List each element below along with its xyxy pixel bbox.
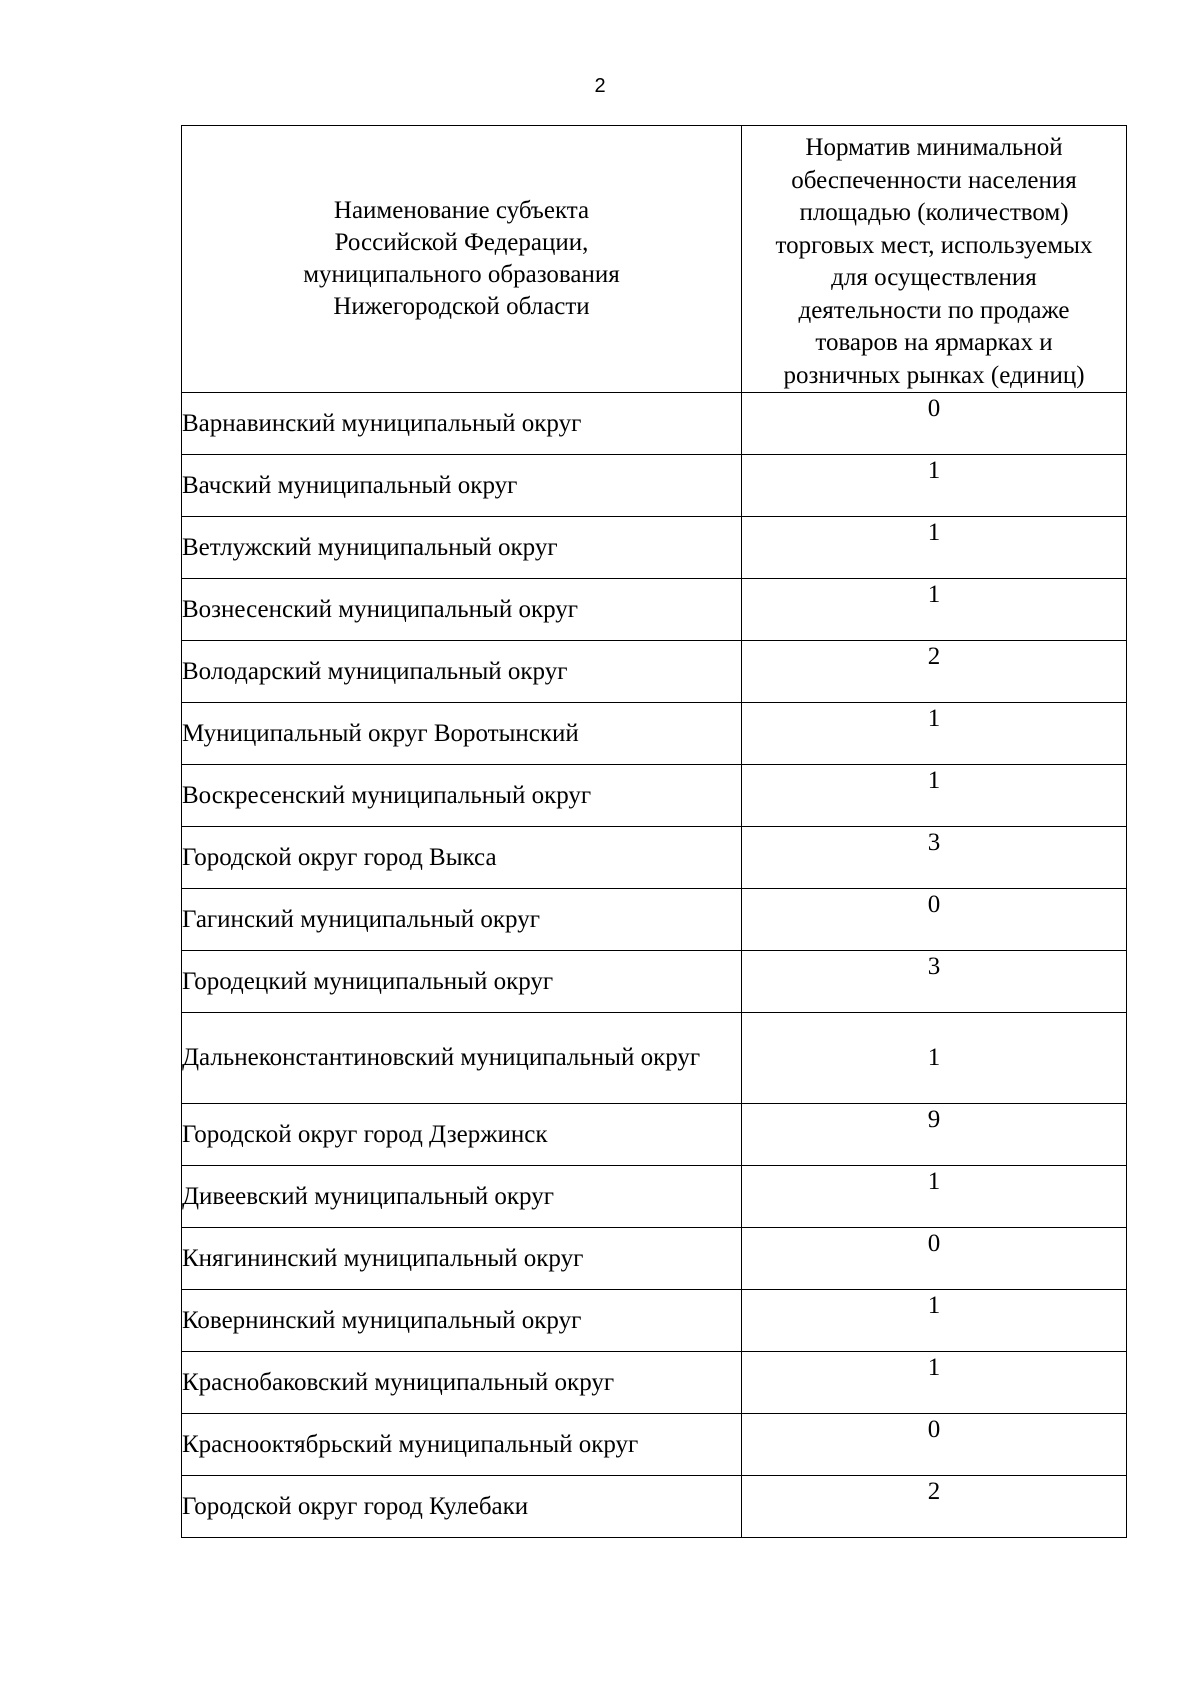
table-row xyxy=(182,1352,1127,1414)
header-value-line: деятельности по продаже xyxy=(798,296,1070,324)
norm-value: 1 xyxy=(742,765,1127,827)
norm-value: 3 xyxy=(742,951,1127,1013)
municipality-name: Вознесенский муниципальный округ xyxy=(182,579,742,641)
norm-value: 1 xyxy=(742,1166,1127,1228)
municipality-name: Муниципальный округ Воротынский xyxy=(182,703,742,765)
norm-value: 1 xyxy=(742,1290,1127,1352)
header-name-line: Российской Федерации, xyxy=(334,229,589,256)
municipality-name: Дивеевский муниципальный округ xyxy=(182,1166,742,1228)
municipality-name: Варнавинский муниципальный округ xyxy=(182,393,742,455)
municipality-name: Городской округ город Выкса xyxy=(182,827,742,889)
table-row xyxy=(182,393,1127,455)
norm-value: 1 xyxy=(742,455,1127,517)
municipality-name: Княгининский муниципальный округ xyxy=(182,1228,742,1290)
table-header-row xyxy=(182,126,1127,393)
table-row xyxy=(182,517,1127,579)
municipality-name: Ветлужский муниципальный округ xyxy=(182,517,742,579)
header-name-column xyxy=(182,126,742,393)
norm-value: 1 xyxy=(742,517,1127,579)
table-row xyxy=(182,827,1127,889)
header-value-line: розничных рынках (единиц) xyxy=(783,361,1085,389)
table-row xyxy=(182,1166,1127,1228)
municipality-name: Ковернинский муниципальный округ xyxy=(182,1290,742,1352)
table-row xyxy=(182,579,1127,641)
municipality-name: Краснооктябрьский муниципальный округ xyxy=(182,1414,742,1476)
table-row xyxy=(182,1228,1127,1290)
norm-value: 0 xyxy=(742,1228,1127,1290)
municipality-name: Вачский муниципальный округ xyxy=(182,455,742,517)
norm-value: 1 xyxy=(742,579,1127,641)
page-number: 2 xyxy=(594,75,606,97)
table-row xyxy=(182,1013,1127,1104)
municipality-name: Володарский муниципальный округ xyxy=(182,641,742,703)
table-row xyxy=(182,1104,1127,1166)
norm-value: 0 xyxy=(742,393,1127,455)
municipality-name: Краснобаковский муниципальный округ xyxy=(182,1352,742,1414)
municipality-name: Городецкий муниципальный округ xyxy=(182,951,742,1013)
table-row xyxy=(182,455,1127,517)
norm-value: 1 xyxy=(742,1013,1127,1104)
norm-value: 9 xyxy=(742,1104,1127,1166)
table-row xyxy=(182,1476,1127,1538)
header-value-line: для осуществления xyxy=(831,264,1037,291)
norm-value: 3 xyxy=(742,827,1127,889)
norm-value: 2 xyxy=(742,641,1127,703)
norm-value: 2 xyxy=(742,1476,1127,1538)
table-row xyxy=(182,703,1127,765)
table-row xyxy=(182,951,1127,1013)
header-name-line: муниципального образования xyxy=(303,261,620,288)
header-name-line: Наименование субъекта xyxy=(333,197,590,224)
municipality-name: Дальнеконстантиновский муниципальный округ xyxy=(182,1013,742,1104)
norm-value: 0 xyxy=(742,1414,1127,1476)
header-value-line: площадью (количеством) xyxy=(799,199,1069,226)
table-row xyxy=(182,889,1127,951)
norm-value: 0 xyxy=(742,889,1127,951)
header-value-line: обеспеченности населения xyxy=(791,166,1077,194)
header-value-line: торговых мест, используемых xyxy=(775,231,1093,259)
municipality-name: Городской округ город Кулебаки xyxy=(182,1476,742,1538)
header-value-line: товаров на ярмарках и xyxy=(815,329,1053,356)
table-row xyxy=(182,1414,1127,1476)
norm-value: 1 xyxy=(742,1352,1127,1414)
table-row xyxy=(182,765,1127,827)
header-name-line: Нижегородской области xyxy=(333,293,590,320)
table-row xyxy=(182,1290,1127,1352)
municipality-name: Городской округ город Дзержинск xyxy=(182,1104,742,1166)
norms-table xyxy=(181,125,1127,1538)
table-row xyxy=(182,641,1127,703)
header-value-line: Норматив минимальной xyxy=(805,134,1063,161)
norm-value: 1 xyxy=(742,703,1127,765)
municipality-name: Гагинский муниципальный округ xyxy=(182,889,742,951)
municipality-name: Воскресенский муниципальный округ xyxy=(182,765,742,827)
header-value-column xyxy=(742,126,1127,393)
